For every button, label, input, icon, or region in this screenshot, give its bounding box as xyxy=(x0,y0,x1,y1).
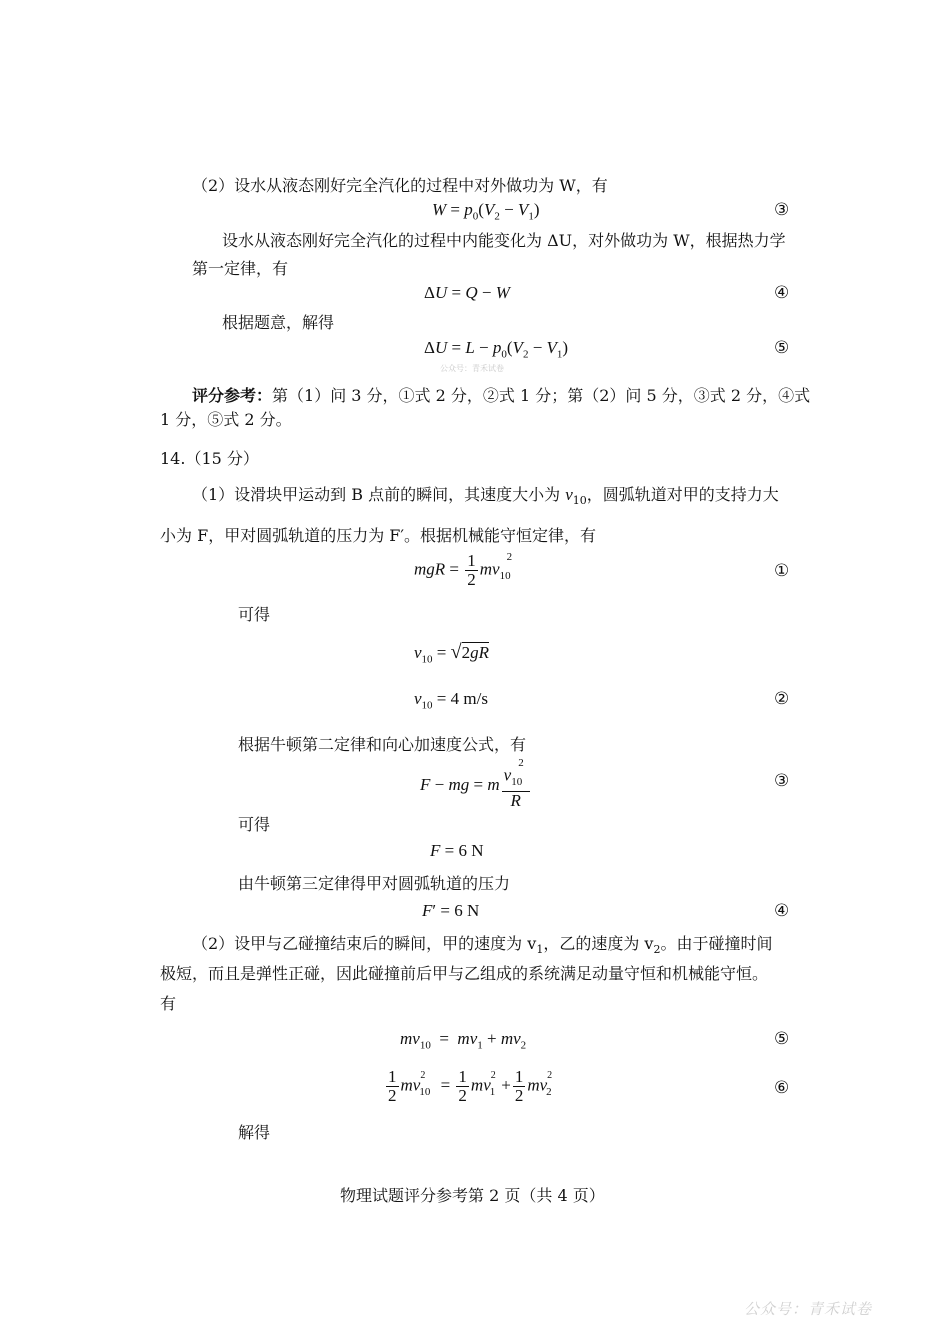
equation-work: $W = p_0(V_2 - V_1)$ xyxy=(432,200,540,223)
equation-number: ④ xyxy=(774,283,790,303)
q14-part2-text-mid: ，乙的速度为 v xyxy=(543,934,654,953)
q14-part2-text-end: 。由于碰撞时间 xyxy=(660,934,773,953)
part2-line3: 第一定律，有 xyxy=(192,259,289,278)
watermark-corner: 公众号：青禾试卷 xyxy=(744,1300,873,1318)
equation-kinetic-energy: $\frac{1}{2}$ $mv^2_{10}$ = $\frac{1}{2}$ $mv^2_1$ + $\frac{1}{2}$ $mv^2_2$ xyxy=(388,1067,553,1105)
q14-part1-line1: （1）设滑块甲运动到 B 点前的瞬间，其速度大小为 $v_{10}$，圆弧轨道对甲的支持力大 xyxy=(192,485,779,508)
force-value: 6 N xyxy=(458,841,484,860)
q14-part2-text: （2）设甲与乙碰撞结束后的瞬间，甲的速度为 v xyxy=(192,934,537,953)
pressure-force-value: 6 N xyxy=(454,901,480,920)
equation-number: ⑥ xyxy=(774,1078,790,1098)
equation-centripetal: F − mg = m $\frac{v_{10}^2}{R}$ xyxy=(420,762,532,810)
kede-text: 可得 xyxy=(238,815,271,834)
newton-second-law-text: 根据牛顿第二定律和向心加速度公式，有 xyxy=(238,735,527,754)
equation-force: F = 6 N xyxy=(430,841,484,860)
equation-energy: mgR = $\frac{1}{2}$ $mv_{10}^2$ xyxy=(414,550,513,589)
scoring-line2: 1 分，⑤式 2 分。 xyxy=(160,410,292,429)
equation-number: ③ xyxy=(774,200,790,220)
equation-momentum: $mv_{10} = mv_1 + mv_2$ xyxy=(400,1029,527,1052)
scoring-line1 xyxy=(192,383,810,406)
part2-line2: 设水从液态刚好完全汽化的过程中内能变化为 ΔU，对外做功为 W，根据热力学 xyxy=(222,231,786,250)
equation-number: ③ xyxy=(774,771,790,791)
equation-velocity-formula: $v_{10} = √2gR$ xyxy=(414,641,490,666)
watermark-text: 公众号：青禾试卷 xyxy=(440,364,504,373)
newton-third-law-text: 由牛顿第三定律得甲对圆弧轨道的压力 xyxy=(238,874,511,893)
kede-text: 可得 xyxy=(238,605,271,624)
equation-number: ⑤ xyxy=(774,338,790,358)
velocity-value: 4 m/s xyxy=(450,689,488,708)
jiede-text: 解得 xyxy=(238,1123,271,1142)
q14-part2-line3: 有 xyxy=(160,994,177,1013)
q14-part1-line2: 小为 F，甲对圆弧轨道的压力为 F′。根据机械能守恒定律，有 xyxy=(160,526,597,545)
part2-intro: （2）设水从液态刚好完全汽化的过程中对外做功为 W，有 xyxy=(192,176,608,195)
equation-number: ④ xyxy=(774,901,790,921)
equation-number: ① xyxy=(774,561,790,581)
q14-part2-line1: （2）设甲与乙碰撞结束后的瞬间，甲的速度为 $v_1$，乙的速度为 $v_2$。由于碰撞时间 xyxy=(192,934,773,957)
equation-pressure-force: F′ = 6 N xyxy=(422,901,480,920)
equation-number: ② xyxy=(774,689,790,709)
equation-velocity-value: $v_{10} = 4$ m/s xyxy=(414,689,488,712)
equation-first-law: ΔU = Q − W xyxy=(424,283,510,302)
equation-number: ⑤ xyxy=(774,1029,790,1049)
q14-part1-text-end: ，圆弧轨道对甲的支持力大 xyxy=(586,485,779,504)
question-14-title: 14.（15 分） xyxy=(160,449,259,468)
q14-part2-line2: 极短，而且是弹性正碰，因此碰撞前后甲与乙组成的系统满足动量守恒和机械能守恒。 xyxy=(160,964,769,983)
part2-line4: 根据题意，解得 xyxy=(222,313,335,332)
q14-part1-text: （1）设滑块甲运动到 B 点前的瞬间，其速度大小为 xyxy=(192,485,566,504)
scoring-label: 评分参考： xyxy=(192,386,273,405)
page-footer: 物理试题评分参考第 2 页（共 4 页） xyxy=(340,1186,605,1205)
equation-result: $\Delta U = L - p_0(V_2 - V_1)$ xyxy=(424,338,569,361)
scoring-text: 第（1）问 3 分，①式 2 分，②式 1 分；第（2）问 5 分，③式 2 分，④式 xyxy=(272,386,811,405)
